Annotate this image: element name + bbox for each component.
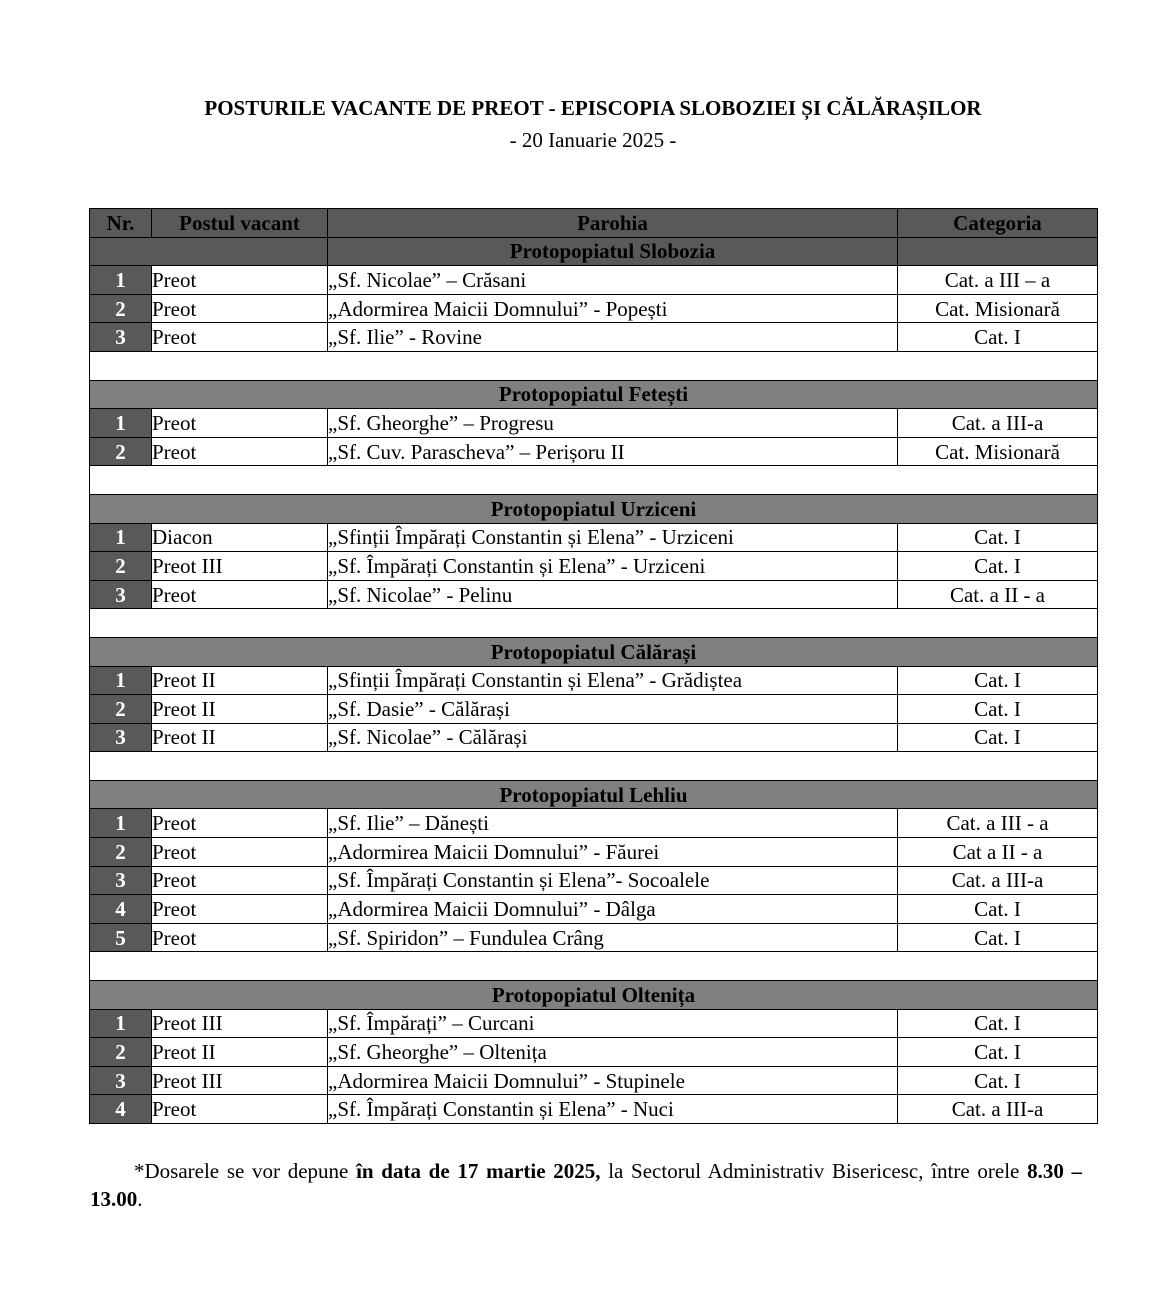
spacer-cell (90, 466, 1098, 495)
post-cell: Preot (152, 1095, 328, 1124)
parish-cell: „Adormirea Maicii Domnului” - Popești (328, 294, 898, 323)
table-row (90, 1009, 1098, 1038)
table-row (90, 866, 1098, 895)
parish-cell: „Sf. Împărați Constantin și Elena”- Socoalele (328, 866, 898, 895)
note-date: în data de 17 martie 2025, (356, 1159, 601, 1183)
parish-cell: „Sf. Dasie” - Călărași (328, 695, 898, 724)
parish-cell: „Sf. Ilie” – Dănești (328, 809, 898, 838)
protopopiat-name: Protopopiatul Călărași (90, 637, 1098, 666)
protopopiat-name: Protopopiatul Lehliu (90, 780, 1098, 809)
category-cell: Cat a II - a (898, 838, 1098, 867)
table-row (90, 666, 1098, 695)
spacer-row (90, 466, 1098, 495)
category-cell: Cat. I (898, 552, 1098, 581)
post-cell: Preot (152, 294, 328, 323)
group-blank-cell (898, 237, 1098, 266)
parish-cell: „Sfinții Împărați Constantin și Elena” - Grădiștea (328, 666, 898, 695)
parish-cell: „Sf. Împărați Constantin și Elena” - Nuci (328, 1095, 898, 1124)
protopopiat-name: Protopopiatul Slobozia (328, 237, 898, 266)
spacer-row (90, 752, 1098, 781)
spacer-row (90, 609, 1098, 638)
row-number: 3 (90, 1066, 152, 1095)
table-body (90, 237, 1098, 1123)
row-number: 4 (90, 895, 152, 924)
header-nr: Nr. (90, 209, 152, 238)
post-cell: Preot III (152, 1009, 328, 1038)
row-number: 2 (90, 695, 152, 724)
row-number: 2 (90, 1038, 152, 1067)
protopopiat-header-row (90, 380, 1098, 409)
vacancies-table (89, 208, 1098, 1124)
parish-cell: „Sf. Cuv. Parascheva” – Perișoru II (328, 437, 898, 466)
protopopiat-name: Protopopiatul Urziceni (90, 494, 1098, 523)
row-number: 4 (90, 1095, 152, 1124)
parish-cell: „Adormirea Maicii Domnului” - Făurei (328, 838, 898, 867)
spacer-row (90, 952, 1098, 981)
note-part2: la Sectorul Administrativ Bisericesc, între orele (600, 1159, 1028, 1183)
table-row (90, 723, 1098, 752)
row-number: 1 (90, 1009, 152, 1038)
spacer-row (90, 351, 1098, 380)
table-row (90, 1066, 1098, 1095)
category-cell: Cat. I (898, 523, 1098, 552)
table-row (90, 1038, 1098, 1067)
table-row (90, 437, 1098, 466)
category-cell: Cat. I (898, 723, 1098, 752)
table-row (90, 580, 1098, 609)
row-number: 2 (90, 552, 152, 581)
category-cell: Cat. I (898, 923, 1098, 952)
post-cell: Preot III (152, 552, 328, 581)
table-row (90, 838, 1098, 867)
row-number: 3 (90, 866, 152, 895)
spacer-cell (90, 952, 1098, 981)
parish-cell: „Sfinții Împărați Constantin și Elena” - Urziceni (328, 523, 898, 552)
spacer-cell (90, 351, 1098, 380)
category-cell: Cat. I (898, 666, 1098, 695)
header-parish: Parohia (328, 209, 898, 238)
table-row (90, 695, 1098, 724)
parish-cell: „Sf. Nicolae” - Pelinu (328, 580, 898, 609)
post-cell: Preot (152, 809, 328, 838)
parish-cell: „Sf. Gheorghe” – Progresu (328, 409, 898, 438)
footnote (90, 1157, 1082, 1213)
table-row (90, 323, 1098, 352)
category-cell: Cat. I (898, 895, 1098, 924)
protopopiat-name: Protopopiatul Oltenița (90, 981, 1098, 1010)
spacer-cell (90, 752, 1098, 781)
parish-cell: „Sf. Ilie” - Rovine (328, 323, 898, 352)
row-number: 2 (90, 294, 152, 323)
parish-cell: „Sf. Spiridon” – Fundulea Crâng (328, 923, 898, 952)
table-row (90, 552, 1098, 581)
row-number: 3 (90, 323, 152, 352)
protopopiat-name: Protopopiatul Fetești (90, 380, 1098, 409)
post-cell: Preot II (152, 666, 328, 695)
category-cell: Cat. a II - a (898, 580, 1098, 609)
protopopiat-header-row (90, 237, 1098, 266)
row-number: 1 (90, 523, 152, 552)
table-row (90, 294, 1098, 323)
protopopiat-header-row (90, 637, 1098, 666)
protopopiat-header-row (90, 494, 1098, 523)
row-number: 1 (90, 266, 152, 295)
parish-cell: „Adormirea Maicii Domnului” - Stupinele (328, 1066, 898, 1095)
post-cell: Preot (152, 866, 328, 895)
category-cell: Cat. Misionară (898, 437, 1098, 466)
row-number: 5 (90, 923, 152, 952)
page-title: POSTURILE VACANTE DE PREOT - EPISCOPIA SLOBOZIEI ȘI CĂLĂRAȘILOR (204, 96, 982, 120)
row-number: 2 (90, 838, 152, 867)
post-cell: Preot (152, 580, 328, 609)
spacer-cell (90, 609, 1098, 638)
table-row (90, 809, 1098, 838)
header-category: Categoria (898, 209, 1098, 238)
parish-cell: „Sf. Nicolae” – Crăsani (328, 266, 898, 295)
category-cell: Cat. a III – a (898, 266, 1098, 295)
parish-cell: „Sf. Gheorghe” – Oltenița (328, 1038, 898, 1067)
protopopiat-header-row (90, 981, 1098, 1010)
page-date: - 20 Ianuarie 2025 - (509, 128, 677, 152)
post-cell: Preot (152, 895, 328, 924)
post-cell: Preot II (152, 695, 328, 724)
category-cell: Cat. I (898, 1009, 1098, 1038)
table-row (90, 523, 1098, 552)
post-cell: Preot III (152, 1066, 328, 1095)
post-cell: Preot (152, 323, 328, 352)
category-cell: Cat. a III-a (898, 866, 1098, 895)
category-cell: Cat. I (898, 695, 1098, 724)
group-blank-cell (90, 237, 328, 266)
row-number: 1 (90, 809, 152, 838)
post-cell: Preot II (152, 723, 328, 752)
row-number: 1 (90, 666, 152, 695)
category-cell: Cat. Misionară (898, 294, 1098, 323)
category-cell: Cat. a III - a (898, 809, 1098, 838)
post-cell: Preot (152, 838, 328, 867)
parish-cell: „Adormirea Maicii Domnului” - Dâlga (328, 895, 898, 924)
category-cell: Cat. I (898, 323, 1098, 352)
note-part3: . (137, 1187, 143, 1211)
table-header-row (90, 209, 1098, 238)
post-cell: Preot (152, 409, 328, 438)
post-cell: Preot (152, 266, 328, 295)
table-row (90, 409, 1098, 438)
post-cell: Preot II (152, 1038, 328, 1067)
note-hours: 8.30 – 13.00 (90, 1159, 1083, 1211)
parish-cell: „Sf. Împărați” – Curcani (328, 1009, 898, 1038)
category-cell: Cat. a III-a (898, 1095, 1098, 1124)
row-number: 3 (90, 580, 152, 609)
parish-cell: „Sf. Nicolae” - Călărași (328, 723, 898, 752)
post-cell: Preot (152, 923, 328, 952)
parish-cell: „Sf. Împărați Constantin și Elena” - Urziceni (328, 552, 898, 581)
category-cell: Cat. a III-a (898, 409, 1098, 438)
category-cell: Cat. I (898, 1038, 1098, 1067)
table-row (90, 1095, 1098, 1124)
table-row (90, 895, 1098, 924)
post-cell: Preot (152, 437, 328, 466)
row-number: 1 (90, 409, 152, 438)
row-number: 2 (90, 437, 152, 466)
protopopiat-header-row (90, 780, 1098, 809)
header-post: Postul vacant (152, 209, 328, 238)
table-row (90, 266, 1098, 295)
table-row (90, 923, 1098, 952)
category-cell: Cat. I (898, 1066, 1098, 1095)
post-cell: Diacon (152, 523, 328, 552)
note-part1: *Dosarele se vor depune (134, 1159, 357, 1183)
row-number: 3 (90, 723, 152, 752)
